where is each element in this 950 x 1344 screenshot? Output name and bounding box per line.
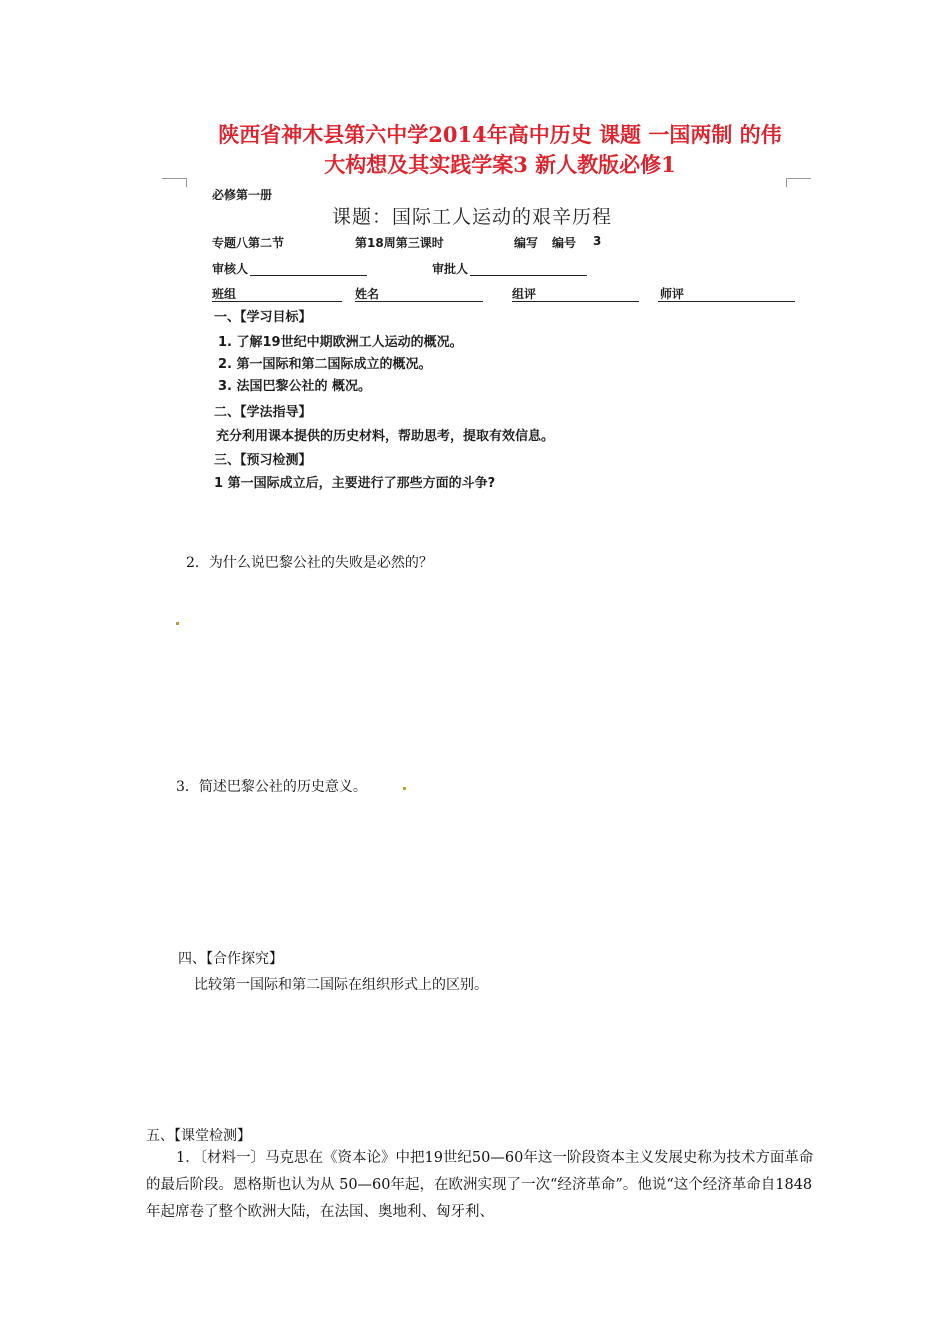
section2-title: 二、【学法指导】 xyxy=(214,405,312,420)
lesson-heading: 课题：国际工人运动的艰辛历程 xyxy=(332,206,613,228)
margin-corner-left xyxy=(162,178,187,187)
name-fill-line xyxy=(355,301,483,302)
group-eval-label: 组评 xyxy=(512,287,537,301)
margin-corner-right xyxy=(786,178,811,187)
group-eval-fill-line xyxy=(512,301,639,302)
name-label: 姓名 xyxy=(355,287,380,301)
section5-title: 五、【课堂检测】 xyxy=(146,1128,251,1144)
section5-paragraph: 1．〔材料一〕马克思在《资本论》中把19世纪50—60年这一阶段资本主义发展史称为技术方面革命的最后阶段。恩格斯也认为从 50—60年起，在欧洲实现了一次“经济革命”。他说“这个经济革命自1848年起席卷了整个欧洲大陆，在法国、奥地利、匈牙利、 xyxy=(146,1150,814,1220)
speck xyxy=(176,622,179,625)
preview-question-3: 3．简述巴黎公社的历史意义。 xyxy=(176,779,367,795)
speck xyxy=(403,787,406,790)
section1-title: 一、【学习目标】 xyxy=(214,310,312,325)
document-title-line2: 大构想及其实践学案3 新人教版必修1 xyxy=(324,152,676,177)
section4-title: 四、【合作探究】 xyxy=(178,951,283,967)
meta-section: 专题八第二节 xyxy=(212,236,285,250)
preview-question-1: 1 第一国际成立后，主要进行了那些方面的斗争? xyxy=(214,476,496,491)
section3-title: 三、【预习检测】 xyxy=(214,453,312,468)
teacher-eval-fill-line xyxy=(658,301,795,302)
goal-2: 2. 第一国际和第二国际成立的概况。 xyxy=(218,357,432,372)
reviewer-label: 审核人 xyxy=(212,262,249,276)
approver-label: 审批人 xyxy=(432,262,469,276)
goal-3: 3. 法国巴黎公社的 概况。 xyxy=(218,379,372,394)
meta-author: 编写 xyxy=(514,236,539,250)
class-label: 班组 xyxy=(212,287,237,301)
method-text: 充分利用课本提供的历史材料，帮助思考，提取有效信息。 xyxy=(216,429,555,444)
document-title xyxy=(180,120,820,180)
meta-week: 第18周第三课时 xyxy=(355,236,444,250)
meta-number-label: 编号 xyxy=(552,236,577,250)
book-label: 必修第一册 xyxy=(212,188,273,202)
class-fill-line xyxy=(212,301,342,302)
goal-1: 1. 了解19世纪中期欧洲工人运动的概况。 xyxy=(218,335,463,350)
document-title-line1: 陕西省神木县第六中学2014年高中历史 课题 一国两制 的伟 xyxy=(218,122,782,147)
meta-number-value: 3 xyxy=(593,234,602,248)
preview-question-2: 2．为什么说巴黎公社的失败是必然的？ xyxy=(186,555,433,571)
section4-text: 比较第一国际和第二国际在组织形式上的区别。 xyxy=(194,977,488,993)
approver-fill-line xyxy=(470,275,587,276)
reviewer-fill-line xyxy=(250,275,367,276)
teacher-eval-label: 师评 xyxy=(660,287,685,301)
